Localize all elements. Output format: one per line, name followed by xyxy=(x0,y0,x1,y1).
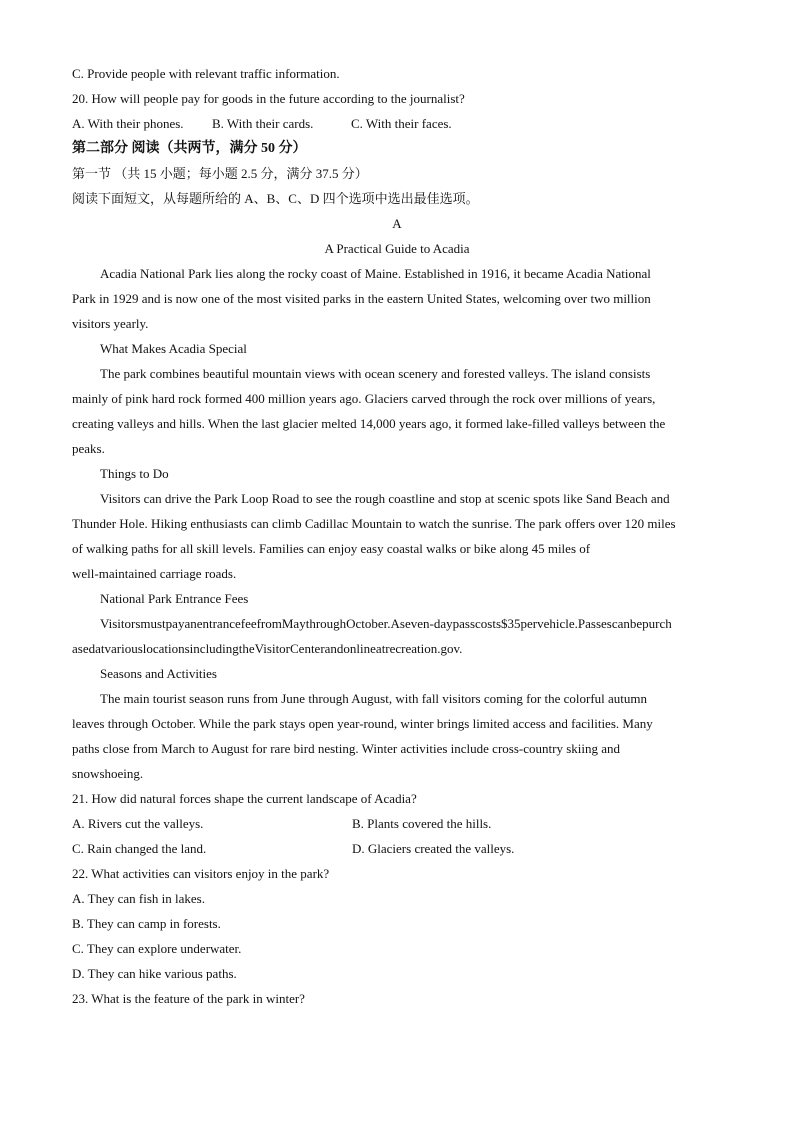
p3-line-2: Thunder Hole. Hiking enthusiasts can climb Cadillac Mountain to watch the sunrise. The park offers over 120 miles xyxy=(72,516,676,531)
q20-question: 20. How will people pay for goods in the future according to the journalist? xyxy=(72,91,465,106)
heading-special: What Makes Acadia Special xyxy=(100,341,247,356)
p1-line-3: visitors yearly. xyxy=(72,316,149,331)
q21-question: 21. How did natural forces shape the current landscape of Acadia? xyxy=(72,791,417,806)
p4-line-1: VisitorsmustpayanentrancefeefromMaythroughOctober.Aseven-daypasscosts$35pervehicle.Passescanbepurch xyxy=(100,616,672,631)
p4-line-2: asedatvariouslocationsincludingtheVisitorCenterandonlineatrecreation.gov. xyxy=(72,641,463,656)
p5-line-1: The main tourist season runs from June through August, with fall visitors coming for the colorful autumn xyxy=(100,691,648,706)
q20-option-a: A. With their phones. xyxy=(72,116,184,131)
q21-option-d: D. Glaciers created the valleys. xyxy=(352,841,515,856)
heading-things-to-do: Things to Do xyxy=(100,466,169,481)
heading-seasons: Seasons and Activities xyxy=(100,666,217,681)
q23-question: 23. What is the feature of the park in winter? xyxy=(72,991,305,1006)
p2-line-1: The park combines beautiful mountain views with ocean scenery and forested valleys. The island consists xyxy=(100,366,651,381)
p1-line-2: Park in 1929 and is now one of the most visited parks in the eastern United States, welcoming over two million xyxy=(72,291,651,306)
q20-option-b: B. With their cards. xyxy=(212,116,314,131)
q20-options xyxy=(72,111,722,136)
q21-option-c: C. Rain changed the land. xyxy=(72,841,207,856)
reading-instruction: 阅读下面短文，从每题所给的 A、B、C、D 四个选项中选出最佳选项。 xyxy=(72,191,479,206)
q20-option-c: C. With their faces. xyxy=(351,116,452,131)
q21-options-row-2 xyxy=(72,836,722,861)
q22-option-d: D. They can hike various paths. xyxy=(72,966,237,981)
p3-line-1: Visitors can drive the Park Loop Road to see the rough coastline and stop at scenic spots like Sand Beach and xyxy=(100,491,670,506)
p5-line-2: leaves through October. While the park stays open year-round, winter brings limited access and facilities. Many xyxy=(72,716,653,731)
q22-question: 22. What activities can visitors enjoy in the park? xyxy=(72,866,330,881)
section-title: 第二部分 阅读（共两节，满分 50 分） xyxy=(72,141,307,156)
p2-line-4: peaks. xyxy=(72,441,105,456)
q21-options-row-1 xyxy=(72,811,722,836)
p3-line-4: well-maintained carriage roads. xyxy=(72,566,237,581)
passage-title: A Practical Guide to Acadia xyxy=(324,241,470,256)
p2-line-3: creating valleys and hills. When the last glacier melted 14,000 years ago, it formed lake-filled valleys between the xyxy=(72,416,666,431)
p5-line-3: paths close from March to August for rare bird nesting. Winter activities include cross-country skiing and xyxy=(72,741,620,756)
passage-letter: A xyxy=(392,216,402,231)
q19-option-c: C. Provide people with relevant traffic information. xyxy=(72,66,340,81)
q22-option-a: A. They can fish in lakes. xyxy=(72,891,205,906)
part1-heading: 第一节 （共 15 小题；每小题 2.5 分，满分 37.5 分） xyxy=(72,166,368,181)
q21-option-b: B. Plants covered the hills. xyxy=(352,816,492,831)
exam-page xyxy=(72,61,722,1011)
q21-option-a: A. Rivers cut the valleys. xyxy=(72,816,204,831)
heading-fees: National Park Entrance Fees xyxy=(100,591,249,606)
q22-option-b: B. They can camp in forests. xyxy=(72,916,221,931)
p2-line-2: mainly of pink hard rock formed 400 million years ago. Glaciers carved through the rock over millions of years, xyxy=(72,391,656,406)
p5-line-4: snowshoeing. xyxy=(72,766,144,781)
q22-option-c: C. They can explore underwater. xyxy=(72,941,242,956)
p1-line-1: Acadia National Park lies along the rocky coast of Maine. Established in 1916, it became Acadia National xyxy=(100,266,651,281)
p3-line-3: of walking paths for all skill levels. Families can enjoy easy coastal walks or bike along 45 miles of xyxy=(72,541,591,556)
